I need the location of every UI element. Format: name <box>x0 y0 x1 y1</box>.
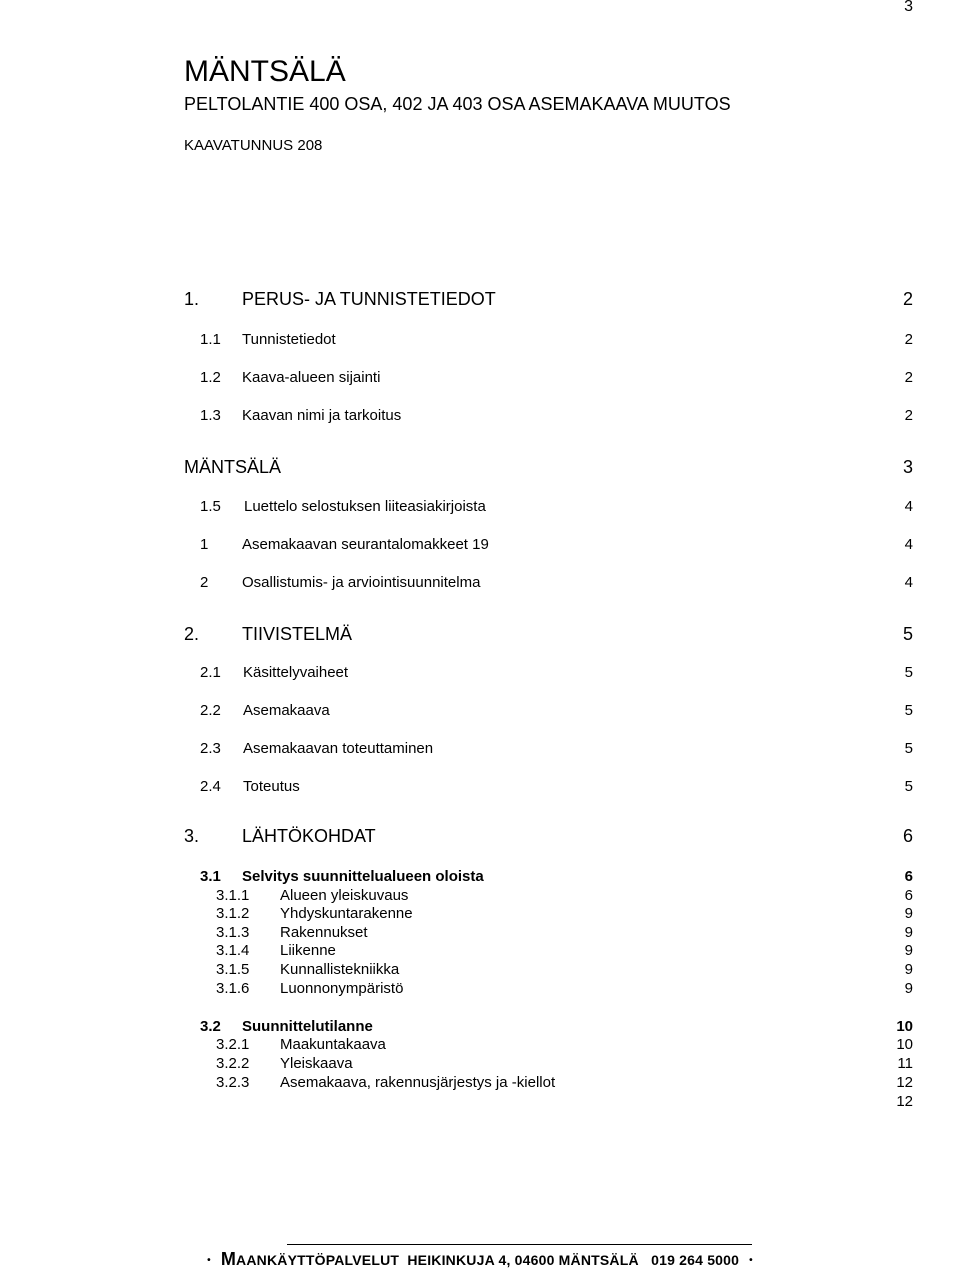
toc-number: 3.2.2 <box>216 1055 250 1072</box>
toc-number: 2.2 <box>200 702 221 719</box>
toc-number: 1.1 <box>200 331 221 348</box>
toc-label: MÄNTSÄLÄ <box>184 457 282 477</box>
toc-page: 9 <box>904 980 913 997</box>
toc-page: 6 <box>902 826 913 846</box>
toc-number: 2 <box>200 574 209 591</box>
toc-page: 6 <box>904 887 913 904</box>
toc-label: Alueen yleiskuvaus <box>280 887 409 904</box>
toc-number: 2.4 <box>200 778 221 795</box>
toc-number: 1.2 <box>200 369 221 386</box>
toc-label: Luonnonympäristö <box>280 980 404 997</box>
toc-label: Kunnallistekniikka <box>280 961 400 978</box>
toc-label: Maakuntakaava <box>280 1036 386 1053</box>
toc-label: PERUS- JA TUNNISTETIEDOT <box>242 289 496 309</box>
footer-bullet-right: • <box>749 1255 753 1266</box>
toc-number: 3.2.3 <box>216 1074 250 1091</box>
footer-address: HEIKINKUJA 4, 04600 MÄNTSÄLÄ <box>407 1252 639 1268</box>
toc-number: 1.3 <box>200 407 221 424</box>
toc-page: 9 <box>904 961 913 978</box>
footer-org: AANKÄYTTÖPALVELUT <box>236 1252 400 1268</box>
plan-code: KAAVATUNNUS 208 <box>184 137 323 154</box>
toc-label: Asemakaava, rakennusjärjestys ja -kiellot <box>280 1074 556 1091</box>
toc-label: Suunnittelutilanne <box>242 1018 373 1035</box>
toc-number: 3.1.5 <box>216 961 250 978</box>
toc-page: 3 <box>902 457 913 477</box>
toc-page: 12 <box>896 1074 913 1091</box>
toc-number: 1 <box>200 536 209 553</box>
toc-label: Osallistumis- ja arviointisuunnitelma <box>242 574 481 591</box>
toc-number: 3.2 <box>200 1018 221 1035</box>
toc-number: 2. <box>184 624 200 644</box>
toc-number: 3.1.1 <box>216 887 250 904</box>
toc-page: 6 <box>904 868 913 885</box>
toc-page: 5 <box>904 740 913 757</box>
toc-number: 1. <box>184 289 200 309</box>
toc-page: 4 <box>904 536 913 553</box>
toc-number: 3.1 <box>200 868 221 885</box>
toc-number: 3.1.4 <box>216 942 250 959</box>
toc-label: Asemakaava <box>243 702 330 719</box>
toc-label: Asemakaavan seurantalomakkeet 19 <box>242 536 489 553</box>
toc-page: 5 <box>904 702 913 719</box>
toc-number: 3.1.2 <box>216 905 250 922</box>
page-number: 3 <box>904 0 913 15</box>
toc-label: TIIVISTELMÄ <box>242 624 353 644</box>
toc-label: LÄHTÖKOHDAT <box>242 826 376 846</box>
toc-label: Yleiskaava <box>280 1055 353 1072</box>
toc-page: 10 <box>896 1018 913 1035</box>
document-title: MÄNTSÄLÄ <box>184 55 346 88</box>
document-subtitle: PELTOLANTIE 400 OSA, 402 JA 403 OSA ASEMAKAAVA MUUTOS <box>184 94 731 114</box>
toc-number: 3.2.1 <box>216 1036 250 1053</box>
toc-number: 3.1.3 <box>216 924 250 941</box>
toc-label: Rakennukset <box>280 924 368 941</box>
toc-trailing-page: 12 <box>896 1093 913 1110</box>
toc-page: 9 <box>904 942 913 959</box>
toc-page: 5 <box>902 624 913 644</box>
toc-page: 2 <box>904 369 913 386</box>
toc-page: 9 <box>904 924 913 941</box>
toc-label: Asemakaavan toteuttaminen <box>243 740 434 757</box>
toc-number: 3. <box>184 826 200 846</box>
toc-page: 10 <box>896 1036 913 1053</box>
toc-label: Tunnistetiedot <box>242 331 336 348</box>
toc-label: Toteutus <box>243 778 300 795</box>
toc-label: Liikenne <box>280 942 336 959</box>
toc-label: Luettelo selostuksen liiteasiakirjoista <box>244 498 486 515</box>
toc-page: 4 <box>904 574 913 591</box>
toc-page: 2 <box>902 289 913 309</box>
toc-label: Kaava-alueen sijainti <box>242 369 381 386</box>
toc-page: 11 <box>897 1055 913 1072</box>
toc-label: Käsittelyvaiheet <box>243 664 349 681</box>
toc-page: 9 <box>904 905 913 922</box>
toc-page: 2 <box>904 407 913 424</box>
footer-bullet-left: • <box>207 1255 211 1266</box>
toc-number: 3.1.6 <box>216 980 250 997</box>
toc-number: 2.3 <box>200 740 221 757</box>
toc-label: Yhdyskuntarakenne <box>280 905 413 922</box>
toc-page: 4 <box>904 498 913 515</box>
footer-rule <box>287 1244 752 1245</box>
toc-page: 2 <box>904 331 913 348</box>
toc-number: 2.1 <box>200 664 221 681</box>
footer-org-initial: M <box>220 1249 237 1269</box>
toc-label: Selvitys suunnittelualueen oloista <box>242 868 484 885</box>
footer-phone: 019 264 5000 <box>651 1252 740 1268</box>
toc-label: Kaavan nimi ja tarkoitus <box>242 407 402 424</box>
toc-page: 5 <box>904 664 913 681</box>
toc-page: 5 <box>904 778 913 795</box>
toc-number: 1.5 <box>200 498 221 515</box>
